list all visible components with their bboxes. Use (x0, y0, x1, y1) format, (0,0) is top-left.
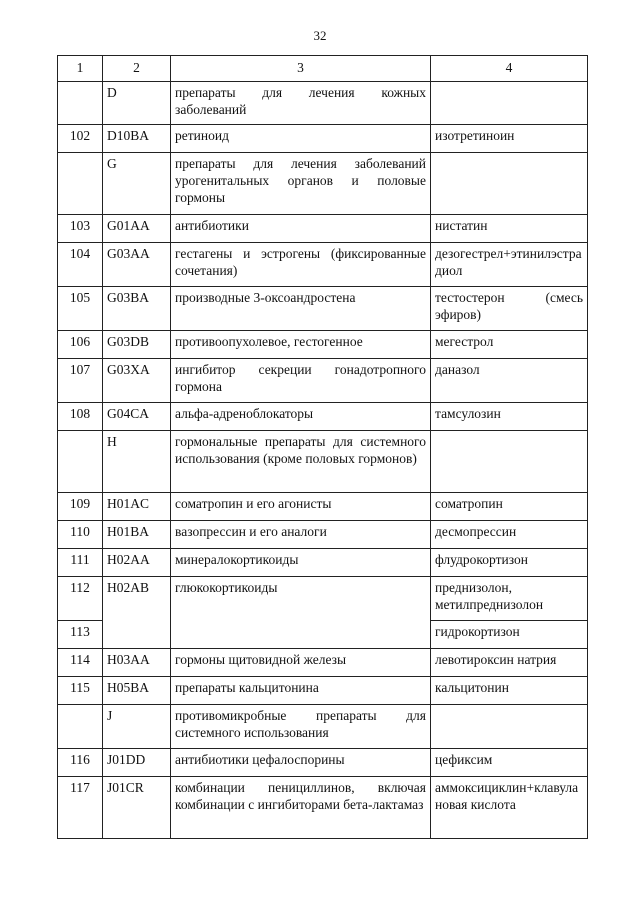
drug-name (431, 82, 588, 125)
group-description: вазопрессин и его аналоги (171, 521, 431, 549)
drug-name: десмопрессин (431, 521, 588, 549)
row-number (58, 153, 103, 215)
group-description: антибиотики (171, 215, 431, 243)
header-cell-4: 4 (431, 56, 588, 82)
table-row (58, 649, 588, 677)
row-number: 106 (58, 331, 103, 359)
drug-name (431, 153, 588, 215)
atc-code: G03XA (103, 359, 171, 403)
atc-code: D10BA (103, 125, 171, 153)
atc-code: G03DB (103, 331, 171, 359)
atc-code: G (103, 153, 171, 215)
table-row (58, 777, 588, 839)
atc-code: J01DD (103, 749, 171, 777)
table-row (58, 215, 588, 243)
group-description: противомикробные препараты для системного использования (171, 705, 431, 749)
table-row (58, 82, 588, 125)
row-number: 114 (58, 649, 103, 677)
row-number: 117 (58, 777, 103, 839)
header-cell-1: 1 (58, 56, 103, 82)
row-number: 112 (58, 577, 103, 621)
group-description: антибиотики цефалоспорины (171, 749, 431, 777)
table-row (58, 287, 588, 331)
row-number: 116 (58, 749, 103, 777)
group-description: препараты для лечения заболеваний урогенитальных органов и половые гормоны (171, 153, 431, 215)
drug-name: левотироксин натрия (431, 649, 588, 677)
group-description: соматропин и его агонисты (171, 493, 431, 521)
drug-name (431, 431, 588, 493)
row-number: 115 (58, 677, 103, 705)
table-row (58, 549, 588, 577)
row-number: 104 (58, 243, 103, 287)
atc-code: H02AA (103, 549, 171, 577)
table-row (58, 493, 588, 521)
group-description: глюкокортикоиды (171, 577, 431, 649)
group-description: минералокортикоиды (171, 549, 431, 577)
drug-name: изотретиноин (431, 125, 588, 153)
drug-name: гидрокортизон (431, 621, 588, 649)
group-description: гормональные препараты для системного использования (кроме половых гормонов) (171, 431, 431, 493)
table-row (58, 749, 588, 777)
drug-name (431, 705, 588, 749)
row-number (58, 705, 103, 749)
drug-name: дезогестрел+этинилэстрадиол (431, 243, 588, 287)
table-row (58, 431, 588, 493)
atc-code: J01CR (103, 777, 171, 839)
atc-code: H02AB (103, 577, 171, 649)
row-number: 105 (58, 287, 103, 331)
group-description: гормоны щитовидной железы (171, 649, 431, 677)
table-row (58, 331, 588, 359)
drug-name: нистатин (431, 215, 588, 243)
drug-table (57, 55, 588, 839)
table-row (58, 403, 588, 431)
atc-code: H01AC (103, 493, 171, 521)
group-description: ингибитор секреции гонадотропного гормона (171, 359, 431, 403)
drug-name: тамсулозин (431, 403, 588, 431)
atc-code: H03AA (103, 649, 171, 677)
group-description: комбинации пенициллинов, включая комбинации с ингибиторами бета-лактамаз (171, 777, 431, 839)
page-number: 32 (313, 28, 327, 43)
atc-code: H01BA (103, 521, 171, 549)
table-row (58, 359, 588, 403)
row-number: 107 (58, 359, 103, 403)
atc-code: D (103, 82, 171, 125)
table-row (58, 125, 588, 153)
row-number: 109 (58, 493, 103, 521)
row-number (58, 82, 103, 125)
row-number (58, 431, 103, 493)
row-number: 103 (58, 215, 103, 243)
row-number: 111 (58, 549, 103, 577)
drug-name: флудрокортизон (431, 549, 588, 577)
row-number: 108 (58, 403, 103, 431)
drug-name: цефиксим (431, 749, 588, 777)
row-number: 110 (58, 521, 103, 549)
drug-name: даназол (431, 359, 588, 403)
row-number: 102 (58, 125, 103, 153)
atc-code: H (103, 431, 171, 493)
drug-name: тестостерон (смесь эфиров) (431, 287, 588, 331)
drug-name: кальцитонин (431, 677, 588, 705)
table-header-row (58, 56, 588, 82)
group-description: альфа-адреноблокаторы (171, 403, 431, 431)
header-cell-3: 3 (171, 56, 431, 82)
group-description: гестагены и эстрогены (фиксированные сочетания) (171, 243, 431, 287)
drug-name: мегестрол (431, 331, 588, 359)
group-description: препараты для лечения кожных заболеваний (171, 82, 431, 125)
atc-code: G01AA (103, 215, 171, 243)
table-row (58, 521, 588, 549)
group-description: противоопухолевое, гестогенное (171, 331, 431, 359)
drug-name: соматропин (431, 493, 588, 521)
drug-name: преднизолон, метилпреднизолон (431, 577, 588, 621)
table-row (58, 677, 588, 705)
drug-name: аммоксициклин+клавулановая кислота (431, 777, 588, 839)
atc-code: G04CA (103, 403, 171, 431)
group-description: производные 3-оксоандростена (171, 287, 431, 331)
table-row (58, 243, 588, 287)
atc-code: G03AA (103, 243, 171, 287)
table-row (58, 577, 588, 621)
atc-code: H05BA (103, 677, 171, 705)
group-description: препараты кальцитонина (171, 677, 431, 705)
table-row (58, 705, 588, 749)
atc-code: G03BA (103, 287, 171, 331)
header-cell-2: 2 (103, 56, 171, 82)
group-description: ретиноид (171, 125, 431, 153)
row-number: 113 (58, 621, 103, 649)
table-row (58, 153, 588, 215)
atc-code: J (103, 705, 171, 749)
